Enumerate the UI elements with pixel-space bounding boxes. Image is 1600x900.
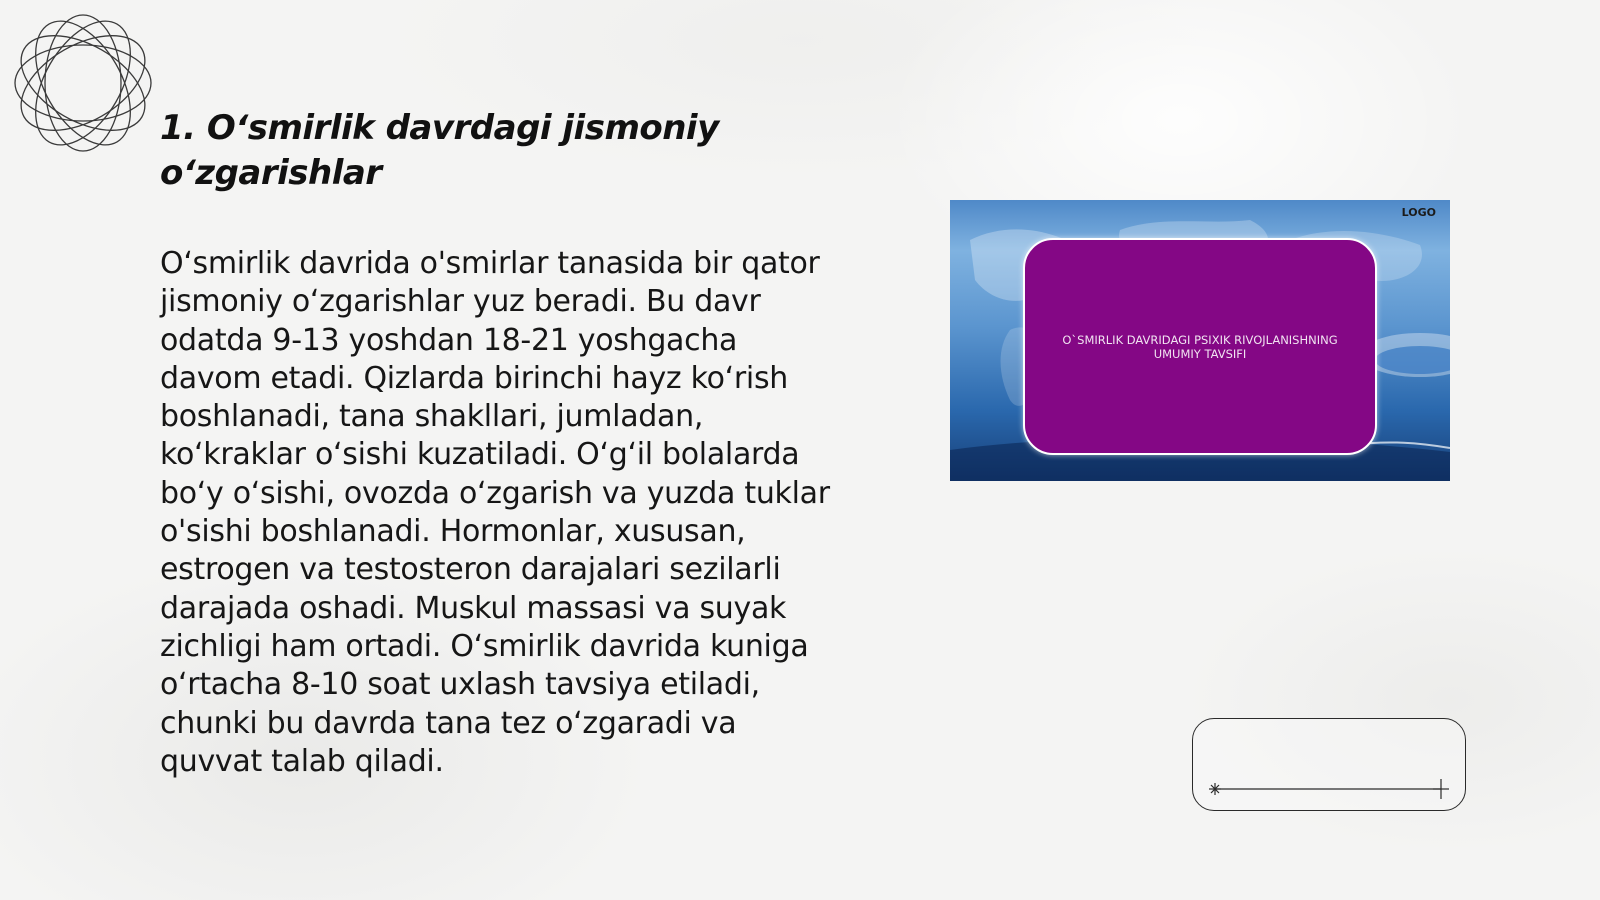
slider-track xyxy=(1193,719,1465,810)
spirograph-ornament-icon xyxy=(8,8,158,158)
sparkle-icon xyxy=(1209,783,1221,795)
thumbnail-logo-text: LOGO xyxy=(1401,206,1436,219)
slide-title: 1. O‘smirlik davrdagi jismoniy o‘zgarishlar xyxy=(160,108,719,193)
embedded-slide-thumbnail xyxy=(950,200,1450,481)
thumbnail-title-card xyxy=(1023,238,1377,455)
crosshair-icon xyxy=(1433,779,1449,799)
decorative-slider-box xyxy=(1192,718,1466,811)
thumbnail-card-text: O`SMIRLIK DAVRIDAGI PSIXIK RIVOJLANISHNING UMUMIY TAVSIFI xyxy=(1062,332,1338,361)
slide-body-text: O‘smirlik davrida o'smirlar tanasida bir qator jismoniy o‘zgarishlar yuz beradi. Bu davr odatda 9-13 yoshdan 18-21 yoshgacha davom etadi. Qizlarda birinchi hayz ko‘rish boshlanadi, tana shakllari, jumladan, ko‘kraklar o‘sishi kuzatiladi. O‘g‘il bolalarda bo‘y o‘sishi, ovozda o‘zgarish va yuzda tuklar o'sishi boshlanadi. Hormonlar, xususan, estrogen va testosteron darajalari sezilarli darajada oshadi. Muskul massasi va suyak zichligi ham ortadi. O‘smirlik davrida kuniga o‘rtacha 8-10 soat uxlash tavsiya etiladi, chunki bu davrda tana tez o‘zgaradi va quvvat talab qiladi. xyxy=(160,246,830,779)
